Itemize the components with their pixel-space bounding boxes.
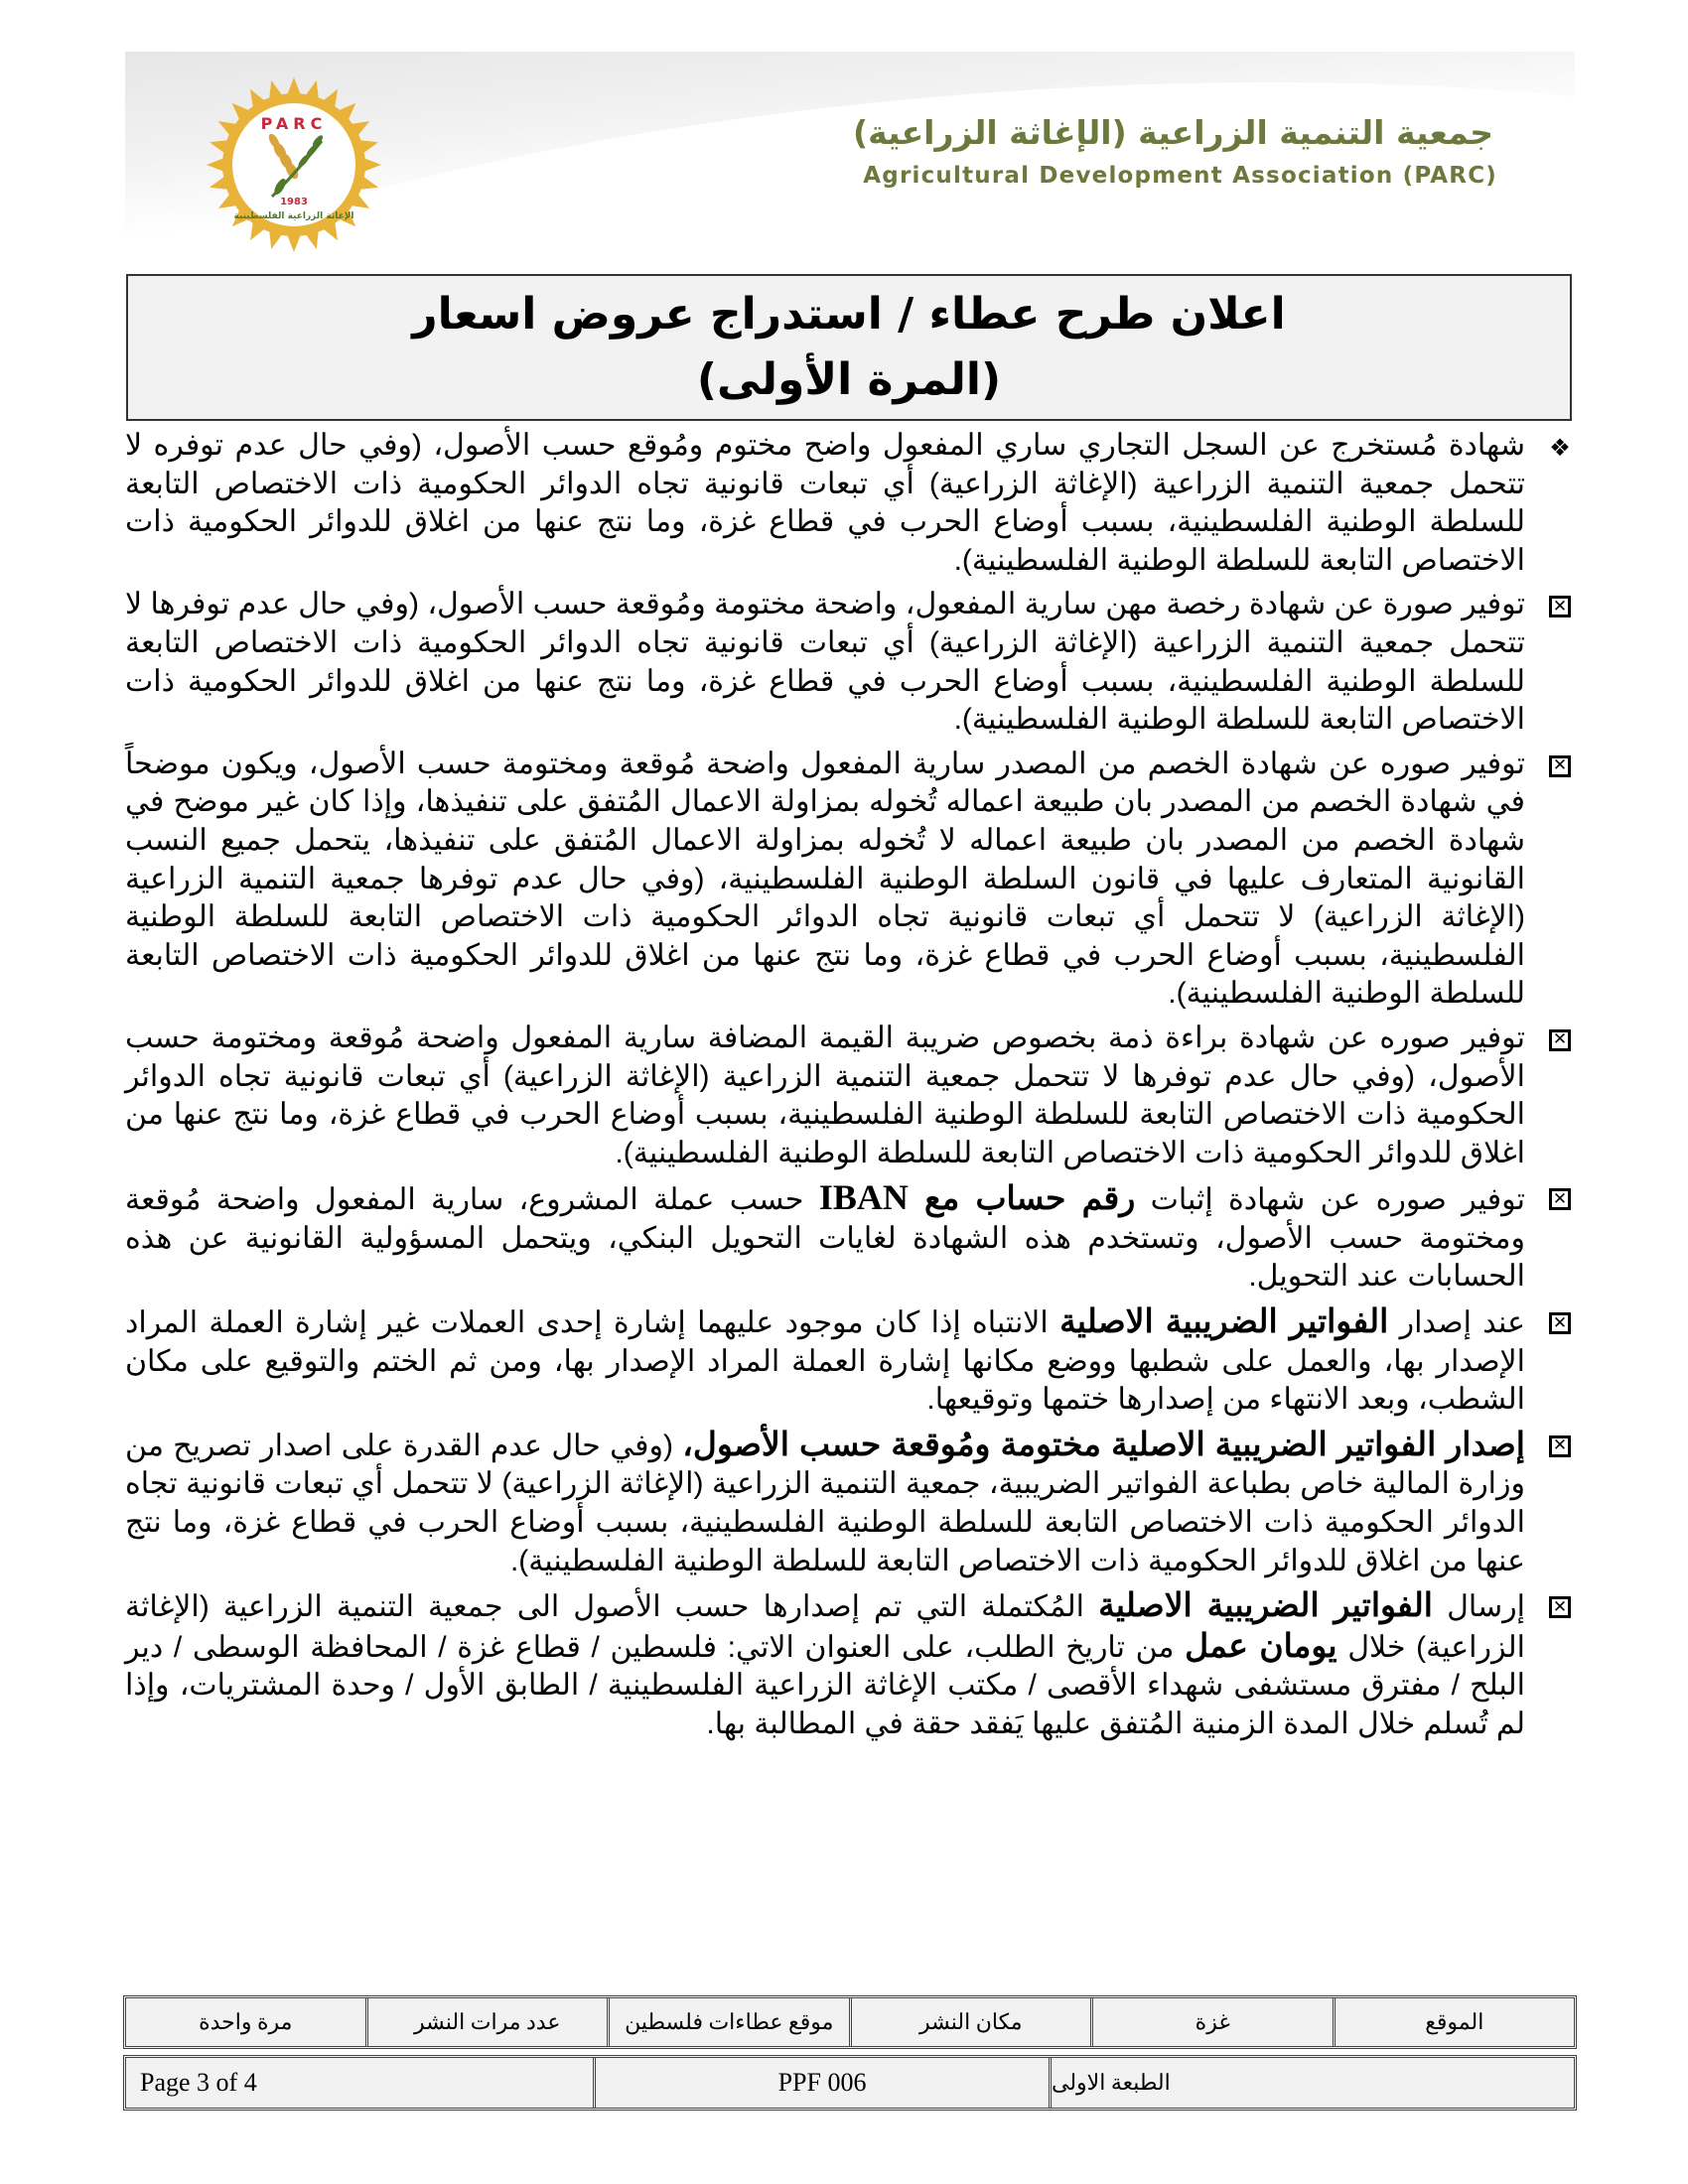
requirement-item (125, 1302, 1577, 1420)
requirement-text-bold: رقم حساب مع (908, 1179, 1136, 1217)
requirement-item (125, 1178, 1577, 1297)
requirement-text: توفير صوره عن شهادة براءة ذمة بخصوص ضريبة القيمة المضافة سارية المفعول واضحة مُوقعة ومختومة حسب الأصول، (وفي حال عدم توفرها لا تتحمل جمعية التنمية الزراعية (الإغاثة الزراعية) أي تبعات قانونية تجاه الدوائر الحكومية ذات الاختصاص التابعة للسلطة الوطنية الفلسطينية، بسبب أوضاع الحرب في قطاع غزة، وما نتج عنها من اغلاق للدوائر الحكومية ذات الاختصاص التابعة للسلطة الوطنية الفلسطينية). (125, 1021, 1525, 1169)
checkbox-x-icon: ✕ (1549, 755, 1571, 777)
organization-name-english: Agricultural Development Association (PARC) (863, 163, 1497, 189)
requirement-item (125, 427, 1577, 580)
checkbox-x-icon: ✕ (1549, 1188, 1571, 1210)
requirement-text: توفير صوره عن شهادة إثبات (1135, 1183, 1525, 1217)
diamond-bullet-icon: ❖ (1549, 434, 1571, 462)
requirement-text-bold: الفواتير الضريبية الاصلية (1098, 1586, 1433, 1624)
requirement-text-bold: إصدار الفواتير الضريبية الاصلية مختومة ومُوقعة حسب الأصول، (682, 1425, 1525, 1462)
requirement-text: حسب عملة المشروع، سارية المفعول واضحة مُوقعة ومختومة حسب الأصول، وتستخدم هذه الشهادة لغايات التحويل البنكي، ويتحمل المسؤولية القانونية عن هذه الحسابات عند التحويل. (125, 1183, 1525, 1294)
announcement-title-box (126, 274, 1572, 421)
publish-count-value-cell: مرة واحدة (199, 2009, 293, 2034)
location-value-cell: غزة (1090, 1998, 1333, 2046)
publish-place-label-cell: مكان النشر (849, 1998, 1091, 2046)
organization-name-arabic: جمعية التنمية الزراعية (الإغاثة الزراعية) (853, 113, 1493, 152)
svg-text:1983: 1983 (280, 197, 308, 207)
checkbox-x-icon: ✕ (1549, 1312, 1571, 1334)
iban-label: IBAN (818, 1177, 909, 1218)
requirement-item (125, 586, 1577, 739)
requirement-item (125, 1426, 1577, 1580)
requirement-text: توفير صورة عن شهادة رخصة مهن سارية المفعول، واضحة مختومة ومُوقعة حسب الأصول، (وفي حال عدم توفرها لا تتحمل جمعية التنمية الزراعية (الإغاثة الزراعية) أي تبعات قانونية تجاه الدوائر الحكومية ذات الاختصاص التابعة للسلطة الوطنية الفلسطينية، بسبب أوضاع الحرب في قطاع غزة، وما نتج عنها من اغلاق للدوائر الحكومية ذات الاختصاص التابعة للسلطة الوطنية الفلسطينية). (125, 588, 1525, 737)
edition-cell: الطبعة الاولى (1049, 2058, 1574, 2108)
requirement-text-bold: يومان عمل (1185, 1626, 1337, 1664)
publish-count-label-cell: عدد مرات النشر (365, 1998, 608, 2046)
svg-text:PARC: PARC (260, 114, 328, 133)
letterhead (125, 52, 1575, 264)
requirement-item (125, 1586, 1577, 1743)
requirement-item (125, 1020, 1577, 1172)
requirement-text: إرسال (1432, 1590, 1526, 1624)
parc-logo-icon (205, 73, 383, 252)
checkbox-x-icon: ✕ (1549, 1435, 1571, 1457)
svg-text:الإغاثة الزراعية الفلسطينية: الإغاثة الزراعية الفلسطينية (233, 211, 354, 221)
checkbox-x-icon: ✕ (1549, 1596, 1571, 1618)
requirement-text: شهادة مُستخرج عن السجل التجاري ساري المفعول واضح مختوم ومُوقع حسب الأصول، (وفي حال عدم توفره لا تتحمل جمعية التنمية الزراعية (الإغاثة الزراعية) أي تبعات قانونية تجاه الدوائر الحكومية ذات الاختصاص التابعة للسلطة الوطنية الفلسطينية، بسبب أوضاع الحرب في قطاع غزة، وما نتج عنها من اغلاق للدوائر الحكومية ذات الاختصاص التابعة للسلطة الوطنية الفلسطينية). (125, 429, 1525, 577)
announcement-subtitle: (المرة الأولى) (696, 354, 1002, 405)
page-indicator-cell: Page 3 of 4 (140, 2068, 257, 2097)
publication-info-table (123, 1995, 1577, 2049)
requirement-text: المُكتملة التي تم إصدارها حسب الأصول الى جمعية التنمية الزراعية (الإغاثة الزراعية) خلال (125, 1590, 1526, 1664)
requirement-text: توفير صوره عن شهادة الخصم من المصدر سارية المفعول واضحة مُوقعة ومختومة حسب الأصول، ويكون موضحاً في شهادة الخصم من المصدر بان طبيعة اعماله تُخوله بمزاولة الاعمال المُتفق على تنفيذها، وإذا كان غير موضح في شهادة الخصم من المصدر بان طبيعة اعماله لا تُخوله بمزاولة الاعمال المُتفق على تنفيذها، يتحمل جميع النسب القانونية المتعارف عليها في قانون السلطة الوطنية الفلسطينية، (وفي حال عدم توفرها جمعية التنمية الزراعية (الإغاثة الزراعية) لا تتحمل أي تبعات قانونية تجاه الدوائر الحكومية ذات الاختصاص التابعة للسلطة الوطنية الفلسطينية، بسبب أوضاع الحرب في قطاع غزة، وما نتج عنها من اغلاق للدوائر الحكومية ذات الاختصاص التابعة للسلطة الوطنية الفلسطينية). (125, 747, 1525, 1011)
checkbox-x-icon: ✕ (1549, 1029, 1571, 1051)
requirement-text: (وفي حال عدم القدرة على اصدار تصريح من وزارة المالية خاص بطباعة الفواتير الضريبية، جمعية التنمية الزراعية (الإغاثة الزراعية) لا تتحمل أي تبعات قانونية تجاه الدوائر الحكومية ذات الاختصاص التابعة للسلطة الوطنية الفلسطينية، بسبب أوضاع الحرب في قطاع غزة، وما نتج عنها من اغلاق للدوائر الحكومية ذات الاختصاص التابعة للسلطة الوطنية الفلسطينية). (125, 1429, 1525, 1577)
requirement-text: عند إصدار (1388, 1306, 1525, 1340)
checkbox-x-icon: ✕ (1549, 596, 1571, 617)
announcement-title: اعلان طرح عطاء / استدراج عروض اسعار (412, 289, 1286, 340)
requirements-list (125, 427, 1577, 1744)
publish-place-value-cell: موقع عطاءات فلسطين (607, 1998, 849, 2046)
form-code-cell: PPF 006 (593, 2058, 1049, 2108)
requirement-text-bold: الفواتير الضريبية الاصلية (1059, 1302, 1389, 1340)
requirement-item (125, 746, 1577, 1014)
requirement-text: الانتباه إذا كان موجود عليهما إشارة إحدى العملات غير إشارة العملة المراد الإصدار بها، والعمل على شطبها ووضع مكانها إشارة العملة المراد الإصدار بها، ومن ثم الختم والتوقيع على مكان الشطب، وبعد الانتهاء من إصدارها ختمها وتوقيعها. (125, 1306, 1525, 1417)
document-info-table (123, 2055, 1577, 2111)
requirement-text: من تاريخ الطلب، على العنوان الاتي: فلسطين / قطاع غزة / المحافظة الوسطى / دير البلح / مفترق مستشفى شهداء الأقصى / مكتب الإغاثة الزراعية الفلسطينية / الطابق الأول / وحدة المشتريات، وإذا لم تُسلم خلال المدة الزمنية المُتفق عليها يَفقد حقة في المطالبة بها. (125, 1630, 1525, 1740)
location-label-cell: الموقع (1333, 1998, 1575, 2046)
